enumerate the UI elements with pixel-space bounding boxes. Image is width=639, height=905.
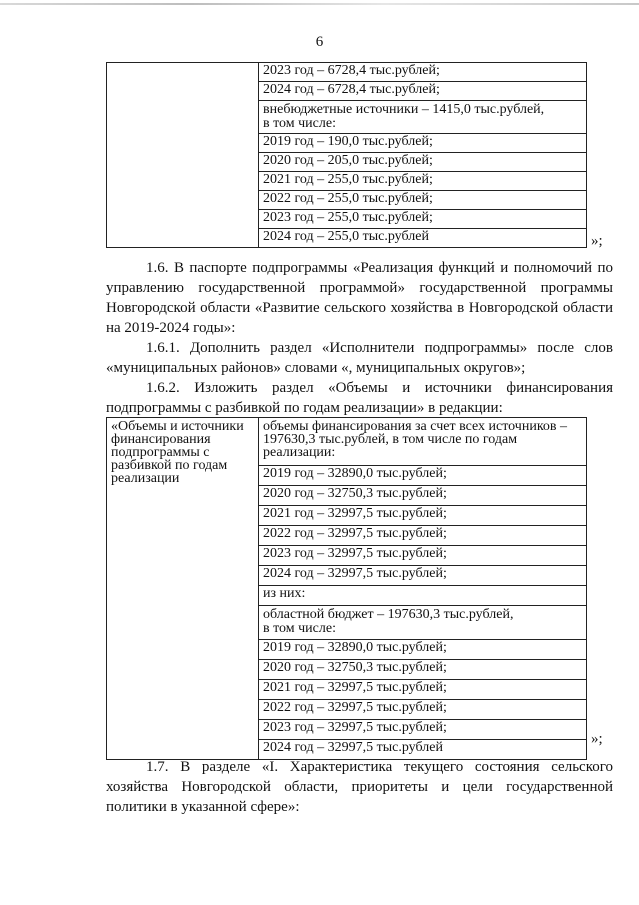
- table-cell: 2023 год – 6728,4 тыс.рублей;: [259, 63, 587, 82]
- table-cell: 2020 год – 32750,3 тыс.рублей;: [259, 486, 587, 506]
- table-cell: объемы финансирования за счет всех источников – 197630,3 тыс.рублей, в том числе по годам реализации:: [259, 418, 587, 466]
- table-cell: 2019 год – 32890,0 тыс.рублей;: [259, 466, 587, 486]
- table-cell: внебюджетные источники – 1415,0 тыс.рублей, в том числе:: [259, 101, 587, 134]
- table-cell: 2024 год – 6728,4 тыс.рублей;: [259, 82, 587, 101]
- funding-header-cell: «Объемы и источники финансирования подпрограммы с разбивкой по годам реализации: [107, 418, 259, 760]
- table-cell: 2024 год – 32997,5 тыс.рублей: [259, 740, 587, 760]
- table-cell: 2019 год – 32890,0 тыс.рублей;: [259, 640, 587, 660]
- table-cell: областной бюджет – 197630,3 тыс.рублей, в том числе:: [259, 606, 587, 640]
- table-cell: 2021 год – 32997,5 тыс.рублей;: [259, 680, 587, 700]
- funding-table-continuation: [106, 62, 587, 248]
- table-cell: 2024 год – 32997,5 тыс.рублей;: [259, 566, 587, 586]
- paragraph-1-6-2: 1.6.2. Изложить раздел «Объемы и источники финансирования подпрограммы с разбивкой по годам реализации» в редакции:: [106, 380, 613, 416]
- table2-closing-mark: »;: [591, 731, 603, 747]
- table-cell: 2023 год – 32997,5 тыс.рублей;: [259, 720, 587, 740]
- table-cell: 2021 год – 32997,5 тыс.рублей;: [259, 506, 587, 526]
- empty-left-cell: [107, 63, 259, 248]
- scan-top-edge: [0, 3, 639, 5]
- table-row: [107, 418, 587, 466]
- funding-table: [106, 417, 587, 760]
- table1-closing-mark: »;: [591, 233, 603, 249]
- table-cell: 2022 год – 32997,5 тыс.рублей;: [259, 526, 587, 546]
- table-cell: 2022 год – 255,0 тыс.рублей;: [259, 191, 587, 210]
- table-cell: 2021 год – 255,0 тыс.рублей;: [259, 172, 587, 191]
- table-cell: 2022 год – 32997,5 тыс.рублей;: [259, 700, 587, 720]
- page-number: 6: [315, 34, 324, 50]
- table-cell: 2020 год – 205,0 тыс.рублей;: [259, 153, 587, 172]
- table-cell: 2023 год – 32997,5 тыс.рублей;: [259, 546, 587, 566]
- table-cell: 2023 год – 255,0 тыс.рублей;: [259, 210, 587, 229]
- table-cell: 2024 год – 255,0 тыс.рублей: [259, 229, 587, 248]
- table-cell: из них:: [259, 586, 587, 606]
- table-cell: 2019 год – 190,0 тыс.рублей;: [259, 134, 587, 153]
- table-row: [107, 63, 587, 82]
- table-cell: 2020 год – 32750,3 тыс.рублей;: [259, 660, 587, 680]
- paragraph-1-6-1: 1.6.1. Дополнить раздел «Исполнители подпрограммы» после слов «муниципальных районов» словами «, муниципальных округов»;: [106, 340, 613, 376]
- paragraph-1-6: 1.6. В паспорте подпрограммы «Реализация функций и полномочий по управлению государственной программой» государственной программы Новгородской области «Развитие сельского хозяйства в Новгородской области на 2019-2024 годы»:: [106, 260, 613, 336]
- paragraph-1-7: 1.7. В разделе «I. Характеристика текущего состояния сельского хозяйства Новгородской области, приоритеты и цели государственной политики в указанной сфере»:: [106, 759, 613, 815]
